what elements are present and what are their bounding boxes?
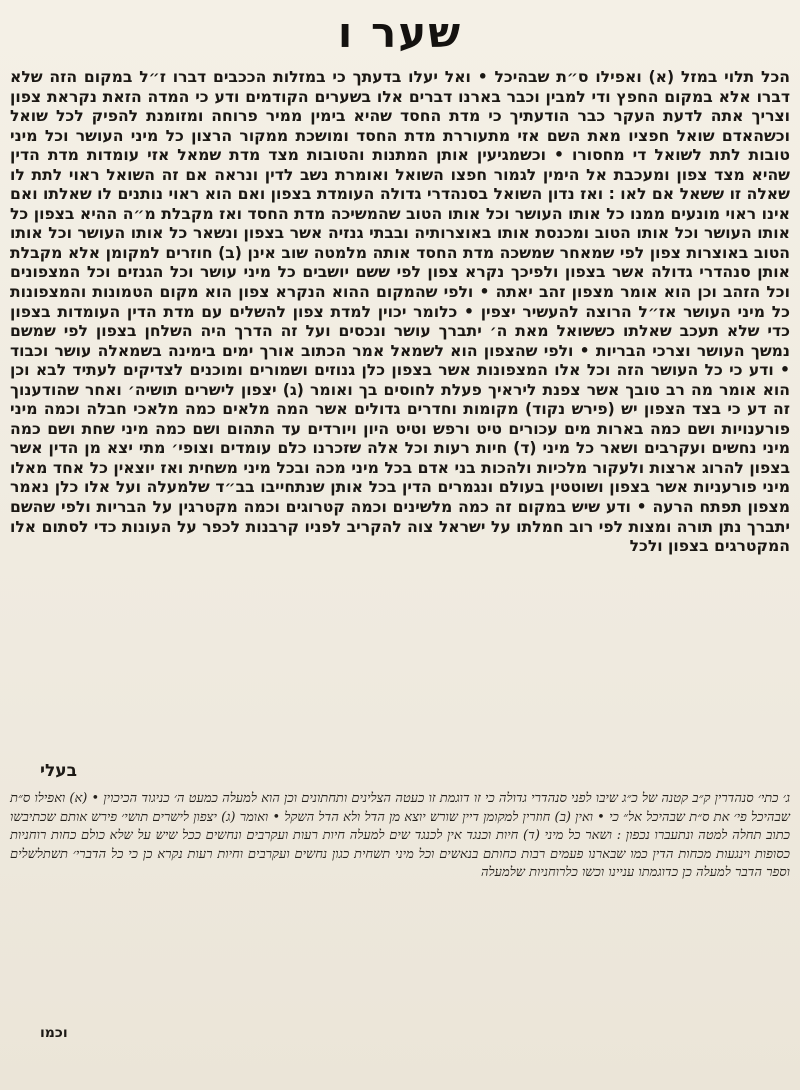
catchword: בעלי: [40, 761, 77, 781]
footnotes-block: ג׳ כתי׳ סנהדרין ק״ב קטנה של כ״ג שיבו לפני סנהדרי גדולה כי זו דוגמת זו כעטה הצלינים ותחתונים וכן הוא למעלה כמעט ה׳ כניגוד הכיכוין • (א) ואפילו ס״ת שבהיכל פי׳ את ס״ת שבהיכל אל״ כי • ואין (ב) חוזרין למקומן דיין שורש יוצא מן הדל ולא הדל השקל • ואומר (ג) יצפון לישרים תושי׳ פירש אותם שכתיבשו כתוב תחלה למטה ונתעברו נכפון : ושאר כל מיני (ד) חיות וכנגד אין לכנגד שים למעלה חיות רעות ועקרבים ונחשים ככל שיש על שלא כולם כחות רוחניות כסופות וינגעות מכחות הדין כמו שבארנו פעמים רבות כחותם בנאשים וכל מיני תשחית כגון נחשים ועקרבים וחיות רעות נקרא כן כי כל הדברי׳ תשתלשלים וספר הדבר למעלה כן כדוגמתו עניינו וכשו כלרוחניות שלמעלה: [10, 791, 790, 881]
main-text-block: הכל תלוי במזל (א) ואפילו ס״ת שבהיכל • ואל יעלו בדעתך כי במזלות הככבים דברו ז״ל במקום הזה שלא דברו אלא במקום החפץ ודי למבין וכבר בארנו דברים אלו בשערים הקודמים ודע כי המדה הזאת נקראת צפון וצריך אתה לדעת העקר כבר הודעתיך כי מדת החסד שהיא בימין ממיר פרוחה ומזומנת להפיק לכל שואל וכשהאדם שואל חפציו מאת השם אזי מתעוררת מדת החסד ומושכת ממקור הרצון כל מיני העושר וכל מיני טובות לתת לשואל די מחסורו • וכשמגיעין אותן המתנות והטובות מצד מדת שמאל אזי עומדות מדת הדין שהיא מצד צפון ומעכבת אל הימין לגמור חפצו השואל ואומרת נשב לדין ונראה אם זה השואל ראוי לתת לו שאלה זו ששאל אם לאו : ואז נדון השואל בסנהדרי גדולה העומדת בצפון ואם הוא ראוי נותנים לו שאלתו ואם אינו ראוי מונעים ממנו כל אותו העושר וכל אותו הטוב שהמשיכה מדת החסד ואז מקבלת מ״ה ההיא בצפון כל אותו העושר וכל אותו הטוב ומכנסת אותו באוצרותיה ובבתי גנזיה אשר בצפון ונשאר כל אותו העושר וכל אותו הטוב באוצרות צפון לפי שמאחר שמשכה מדת החסד אותה מלמטה שוב אינן (ב) חוזרים למקומן אלא מקבלת אותן סנהדרי גדולה אשר בצפון ולפיכך נקרא צפון לפי ששם יושבים כל מיני עושר וכל הגנזים וכל המצפונים וכל הזהב וכן הוא אומר מצפון זהב יאתה • ולפי שהמקום ההוא הנקרא צפון הוא מקום הטמונות והמצפונות כל מיני העושר אז״ל הרוצה להעשיר יצפין • כלומר יכוין למדת צפון להשלים עם מדת הדין העומדות בצפון כדי שלא תעכב שאלתו כששואל מאת ה׳ יתברך עושר ונכסים ועל זה הדרך היה השלחן בצפון לפי שמשם נמשך העושר וצרכי הבריות • ולפי שהצפון הוא לשמאל אמר הכתוב אורך ימים בימינה בשמאלה עושר וכבוד • ודע כי כל העושר הזה וכל אלו המצפונות אשר בצפון כלן גנוזים ושמורים ומוכנים לצדיקים לעתיד לבא וכן הוא אומר מה רב טובך אשר צפנת ליראיך פעלת לחוסים בך ואומר (ג) יצפון לישרים תושיה׳ ואחר שהודענוך זה דע כי בצד הצפון יש (פירש נקוד) מקומות וחדרים גדולים אשר המה מלאים כמה מלאכי חבלה וכמה מיני פורענויות ושם כמה בארות מים עכורים טיט ורפש וטיט היון ויורדים עד התהום ושם כמה מיני שחת ושם כמה מיני נחשים ועקרבים ושאר כל מיני (ד) חיות רעות וכל אלה שזכרנו כלם עומדים וצופי׳ מתי יצא מן הדין אשר בצפון להרוג ארצות ולעקור מלכיות ולהכות בני אדם בכל מיני מכה ובכל מיני משחית ואז יוצאין כל אחד מאלו מיני פורעניות אשר בצפון ושוטטין בעולם ונגמרים הדין בכל אותן שנתחייבו בב״ד שלמעלה ועל אלו כלן נאמר מצפון תפתח הרעה • ודע שיש במקום זה כמה מלשינים וכמה קטרוגים וכמה מקטרגין על הבריות ולפי שהשם יתברך נתן תורה ומצות לפי רוב חמלתו על ישראל צוה להקריב לפניו קרבנות לכפר על העונות כדי לסתום אלו המקטרגים בצפון ולכל: [10, 68, 790, 556]
chapter-title: שער ו: [337, 8, 463, 57]
bottom-catchword: וכמו: [40, 1025, 68, 1041]
